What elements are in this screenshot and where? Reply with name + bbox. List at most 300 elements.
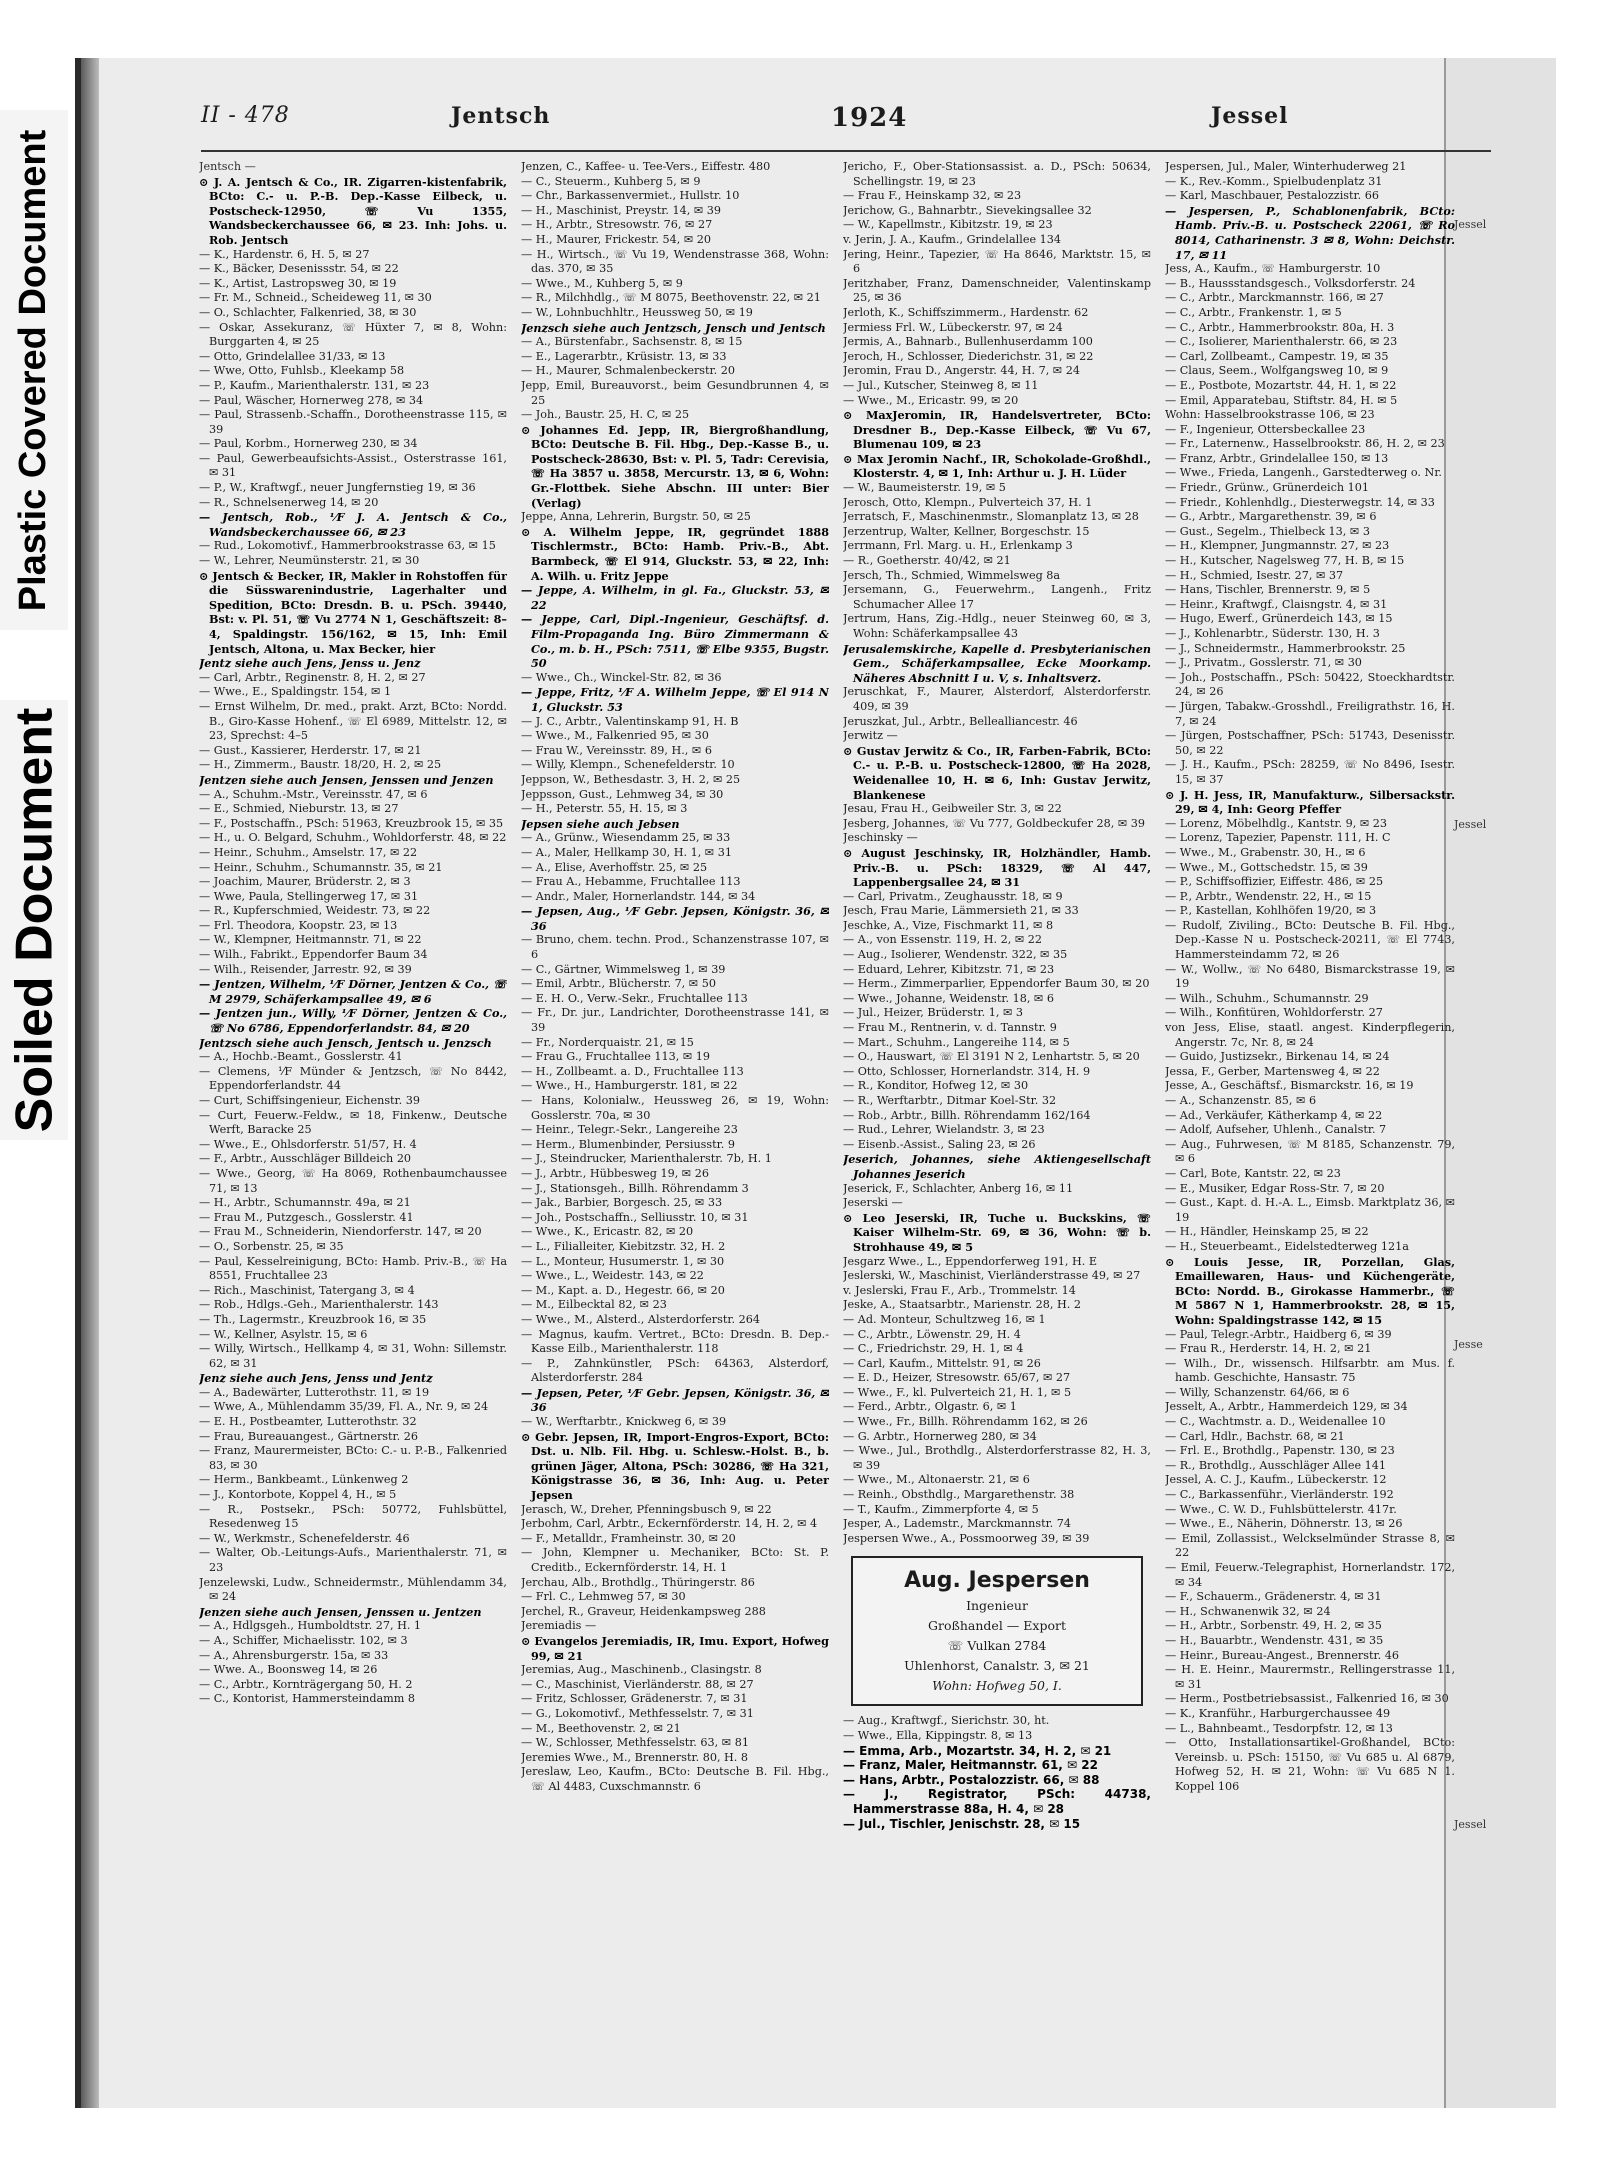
directory-entry: — Carl, Arbtr., Reginenstr. 8, H. 2, ✉ 27: [199, 670, 426, 684]
directory-entry: — Wwe, Otto, Fuhlsb., Kleekamp 58: [199, 364, 405, 378]
directory-entry: Jerichow, G., Bahnarbtr., Sievekingsallee 32: [843, 203, 1092, 217]
directory-entry: Jeserick, F., Schlachter, Anberg 16, ✉ 11: [843, 1181, 1074, 1195]
directory-entry: Jeppson, W., Bethesdastr. 3, H. 2, ✉ 25: [521, 772, 741, 786]
directory-entry: — C., Isolierer, Marienthalerstr. 66, ✉ 23: [1165, 335, 1398, 349]
directory-entry: — Aug., Fuhrwesen, ☏ M 8185, Schanzenstr. 79, ✉ 6: [1165, 1137, 1455, 1166]
directory-entry: Jesper, A., Lademstr., Marckmannstr. 74: [843, 1517, 1072, 1531]
directory-entry: — G., Lokomotivf., Methfesselstr. 7, ✉ 31: [521, 1706, 754, 1720]
directory-entry: — P., Arbtr., Wendenstr. 22, H., ✉ 15: [1165, 889, 1372, 903]
directory-entry: Jermis, A., Bahnarb., Bullenhuserdamm 100: [843, 335, 1093, 349]
directory-entry: Jesse, A., Geschäftsf., Bismarckstr. 16, ✉ 19: [1165, 1079, 1414, 1093]
directory-entry: — Rob., Hdlgs.-Geh., Marienthalerstr. 143: [199, 1298, 439, 1312]
directory-entry: — Willy, Wirtsch., Hellkamp 4, ✉ 31, Wohn: Sillemstr. 62, ✉ 31: [199, 1342, 507, 1370]
directory-entry: — A., Hdlgsgeh., Humboldtstr. 27, H. 1: [199, 1619, 422, 1633]
directory-entry: Jering, Heinr., Tapezier, ☏ Ha 8646, Marktstr. 15, ✉ 6: [843, 247, 1151, 276]
directory-entry: — R., Werftarbtr., Ditmar Koel-Str. 32: [843, 1094, 1057, 1107]
directory-entry: — Wwe., H., Hamburgerstr. 181, ✉ 22: [521, 1079, 738, 1093]
directory-entry: — C., Steuerm., Kuhberg 5, ✉ 9: [521, 174, 701, 188]
directory-entry: — Frl. C., Lehmweg 57, ✉ 30: [521, 1590, 686, 1604]
directory-entry: — Wwe., Ch., Winckel-Str. 82, ✉ 36: [521, 670, 722, 684]
directory-entry: — Wwe., Fr., Billh. Röhrendamm 162, ✉ 26: [843, 1415, 1088, 1429]
directory-entry: — O., Schlachter, Falkenried, 38, ✉ 30: [199, 305, 417, 319]
directory-entry: — Andr., Maler, Hornerlandstr. 144, ✉ 34: [521, 889, 756, 903]
directory-entry: — A., Badewärter, Lutterothstr. 11, ✉ 19: [199, 1385, 430, 1399]
directory-entry: — C., Arbtr., Kornträgergang 50, H. 2: [199, 1677, 413, 1691]
directory-entry: — Jak., Barbier, Borgesch. 25, ✉ 33: [521, 1196, 723, 1210]
directory-entry: — C., Arbtr., Hammerbrookstr. 80a, H. 3: [1165, 320, 1395, 334]
directory-entry: — A., Schanzenstr. 85, ✉ 6: [1165, 1094, 1317, 1107]
directory-entry: ⊙ Louis Jesse, IR, Porzellan, Glas, Emaillewaren, Haus- und Küchengeräte, BCto: Nordd. B., Girokasse Hammerbr., ☏ M 5867 N 1, Hammerbrookstr. 28, ✉ 15, Wohn: Spaldingstrasse 142, ✉ 15: [1165, 1254, 1455, 1327]
ad-phone: ☏ Vulkan 2784: [947, 1638, 1047, 1654]
directory-entry: — Herm., Postbetriebsassist., Falkenried 16, ✉ 30: [1165, 1692, 1449, 1706]
directory-entry: — Karl, Maschbauer, Pestalozzistr. 66: [1165, 189, 1379, 203]
directory-entry: v. Jerin, J. A., Kaufm., Grindelallee 134: [843, 232, 1061, 246]
directory-entry: — Rudolf, Ziviling., BCto: Deutsche B. Fil. Hbg., Dep.-Kasse N u. Postscheck-20211, ☏ El 7743, Hammersteindamm 72, ✉ 26: [1165, 918, 1455, 962]
directory-entry: — M., Kapt. a. D., Hegestr. 66, ✉ 20: [521, 1283, 725, 1297]
directory-entry: — P., Schiffsoffizier, Eiffestr. 486, ✉ 25: [1165, 875, 1384, 889]
directory-entry: Jeremias, Aug., Maschinenb., Clasingstr. 8: [521, 1663, 762, 1677]
directory-entry: — Ad., Verkäufer, Kätherkamp 4, ✉ 22: [1165, 1108, 1383, 1122]
directory-entry: — E. H. O., Verw.-Sekr., Fruchtallee 113: [521, 991, 748, 1005]
directory-entry: — H., Kutscher, Nagelsweg 77, H. B, ✉ 15: [1165, 554, 1405, 568]
directory-entry: — A., Hochb.-Beamt., Gosslerstr. 41: [199, 1050, 403, 1064]
directory-entry: Jentsch —: [199, 160, 256, 173]
column-3: [843, 160, 1151, 2080]
directory-entry: — Paul, Kesselreinigung, BCto: Hamb. Priv.-B., ☏ Ha 8551, Fruchtallee 23: [199, 1254, 507, 1283]
directory-entry: — Carl, Privatm., Zeughausstr. 18, ✉ 9: [843, 889, 1063, 903]
directory-entry: — K., Rev.-Komm., Spielbudenplatz 31: [1165, 174, 1383, 188]
directory-entry: — Wwe, A., Mühlendamm 35/39, Fl. A., Nr. 9, ✉ 24: [199, 1400, 489, 1414]
directory-entry: — Fr. M., Schneid., Scheideweg 11, ✉ 30: [199, 291, 432, 305]
directory-entry: — H., u. O. Belgard, Schuhm., Wohldorferstr. 48, ✉ 22: [199, 831, 507, 845]
directory-entry: — Jentsch, Rob., ⅟F J. A. Jentsch & Co., Wandsbeckerchaussee 66, ✉ 23: [199, 510, 507, 539]
directory-entry: — Frl. Theodora, Koopstr. 23, ✉ 13: [199, 918, 398, 932]
directory-entry: — Rich., Maschinist, Tatergang 3, ✉ 4: [199, 1283, 415, 1297]
directory-entry: — Heinr., Schuhm., Schumannstr. 35, ✉ 21: [199, 860, 443, 874]
directory-entry: Jeremiadis —: [521, 1619, 597, 1633]
directory-entry: Jeppe, Anna, Lehrerin, Burgstr. 50, ✉ 25: [521, 510, 751, 524]
directory-entry: — Frau, Bureauangest., Gärtnerstr. 26: [199, 1429, 419, 1443]
directory-entry: Jesau, Frau H., Geibweiler Str. 3, ✉ 22: [843, 802, 1062, 816]
directory-entry: — Jepsen, Peter, ⅟F Gebr. Jepsen, Königstr. 36, ✉ 36: [521, 1385, 829, 1415]
directory-entry: — Wwe., M., Gottschedstr. 15, ✉ 39: [1165, 860, 1368, 874]
directory-entry: — Frau M., Schneiderin, Niendorferstr. 147, ✉ 20: [199, 1225, 482, 1239]
directory-entry: — Joachim, Maurer, Brüderstr. 2, ✉ 3: [199, 875, 411, 889]
directory-entry: — Aug., Kraftwgf., Sierichstr. 30, ht.: [843, 1714, 1050, 1728]
directory-entry: — Frau M., Rentnerin, v. d. Tannstr. 9: [843, 1021, 1057, 1035]
directory-entry: — Wwe., E., Spaldingstr. 154, ✉ 1: [199, 685, 392, 699]
directory-entry: — W., Werkmstr., Schenefelderstr. 46: [199, 1531, 410, 1545]
directory-entry: Jeppsson, Gust., Lehmweg 34, ✉ 30: [521, 787, 724, 801]
directory-entry: — P., W., Kraftwgf., neuer Jungfernstieg 19, ✉ 36: [199, 481, 476, 495]
directory-entry: ⊙ J. A. Jentsch & Co., IR. Zigarren-kistenfabrik, BCto: C.- u. P.-B. Dep.-Kasse Eilbeck, u. Postscheck-12950, ☏ Vu 1355, Wandsbeckerchaussee 66, ✉ 23. Inh: Johs. u. Rob. Jentsch: [199, 174, 507, 247]
directory-entry: — R., Brothdlg., Ausschläger Allee 141: [1165, 1458, 1386, 1472]
directory-entry: — K., Kranführ., Harburgerchaussee 49: [1165, 1706, 1391, 1720]
directory-entry: — E., Lagerarbtr., Krüsistr. 13, ✉ 33: [521, 349, 727, 363]
directory-entry: — Wwe. A., Boonsweg 14, ✉ 26: [199, 1663, 378, 1677]
directory-entry: — Carl, Kaufm., Mittelstr. 91, ✉ 26: [843, 1356, 1041, 1370]
directory-entry: — F., Ingenieur, Ottersbeckallee 23: [1165, 422, 1366, 436]
directory-entry: — R., Konditor, Hofweg 12, ✉ 30: [843, 1079, 1029, 1093]
directory-entry: — Wwe., M., Grabenstr. 30, H., ✉ 6: [1165, 845, 1366, 859]
directory-entry: — H., Arbtr., Stresowstr. 76, ✉ 27: [521, 218, 713, 232]
edge-fragment: Jessel: [1454, 218, 1487, 231]
directory-entry: — A., Schiffer, Michaelisstr. 102, ✉ 3: [199, 1633, 408, 1647]
directory-entry: Jenzen, C., Kaffee- u. Tee-Vers., Eiffestr. 480: [521, 160, 771, 173]
directory-entry: — J., Kohlenarbtr., Süderstr. 130, H. 3: [1165, 627, 1380, 640]
directory-entry: Jeremies Wwe., M., Brennerstr. 80, H. 8: [521, 1750, 749, 1764]
directory-entry: — Wilh., Reisender, Jarrestr. 92, ✉ 39: [199, 962, 412, 976]
directory-entry: — C., Barkassenführ., Vierländerstr. 192: [1165, 1488, 1394, 1502]
directory-entry: — Jeppe, Fritz, ⅟F A. Wilhelm Jeppe, ☏ El 914 N 1, Gluckstr. 53: [521, 685, 829, 714]
directory-entry: — Adolf, Aufseher, Uhlenh., Canalstr. 7: [1165, 1123, 1387, 1137]
directory-entry: — O., Sorbenstr. 25, ✉ 35: [199, 1239, 344, 1253]
directory-entry: — Lorenz, Tapezier, Papenstr. 111, H. C: [1165, 831, 1391, 845]
directory-entry: — A., Elise, Averhoffstr. 25, ✉ 25: [521, 860, 708, 874]
directory-entry: — Curt, Feuerw.-Feldw., ✉ 18, Finkenw., Deutsche Werft, Baracke 25: [199, 1108, 507, 1137]
directory-entry: Jerloth, K., Schiffszimmerm., Hardenstr. 62: [843, 305, 1089, 319]
directory-entry: — Jürgen, Tabakw.-Grosshdl., Freiligrathstr. 16, H. 7, ✉ 24: [1165, 699, 1455, 728]
directory-entry: — Wwe., K., Ericastr. 82, ✉ 20: [521, 1225, 694, 1239]
directory-entry: — Emil, Apparatebau, Stiftstr. 84, H. ✉ 5: [1165, 393, 1398, 407]
directory-entry: — C., Wachtmstr. a. D., Weidenallee 10: [1165, 1415, 1386, 1429]
directory-entry: — Ferd., Arbtr., Olgastr. 6, ✉ 1: [843, 1400, 1017, 1414]
directory-entry: — Fr., Norderquaistr. 21, ✉ 15: [521, 1035, 694, 1049]
edge-fragment: Jessel: [1454, 1818, 1487, 1831]
directory-entry: Jermiess Frl. W., Lübeckerstr. 97, ✉ 24: [843, 320, 1063, 334]
directory-entry: — Herm., Bankbeamt., Lünkenweg 2: [199, 1473, 409, 1487]
directory-entry: — Gust., Kassierer, Herderstr. 17, ✉ 21: [199, 743, 422, 757]
directory-entry: Jeritzhaber, Franz, Damenschneider, Valentinskamp 25, ✉ 36: [843, 276, 1151, 305]
directory-entry: — W., Schlosser, Methfesselstr. 63, ✉ 81: [521, 1736, 749, 1750]
directory-entry: Jesselt, A., Arbtr., Hammerdeich 129, ✉ 34: [1165, 1400, 1408, 1414]
directory-entry: Jerchau, Alb., Brothdlg., Thüringerstr. 86: [521, 1575, 755, 1589]
directory-entry: — Wwe., Georg, ☏ Ha 8069, Rothenbaumchaussee 71, ✉ 13: [199, 1166, 507, 1195]
header-year: 1924: [831, 103, 908, 133]
directory-entry: — W., Klempner, Heitmannstr. 71, ✉ 22: [199, 933, 422, 947]
directory-entry: — F., Schauerm., Grädenerstr. 4, ✉ 31: [1165, 1590, 1382, 1604]
directory-entry: — Hans, Kolonialw., Heussweg 26, ✉ 19, Wohn: Gosslerstr. 70a, ✉ 30: [521, 1094, 829, 1122]
advertisement-box: [851, 1556, 1143, 1706]
directory-entry: Jerwitz —: [843, 729, 898, 743]
directory-entry: — W., Baumeisterstr. 19, ✉ 5: [843, 481, 1006, 495]
directory-entry: — Ernst Wilhelm, Dr. med., prakt. Arzt, BCto: Nordd. B., Giro-Kasse Hohenf., ☏ El 6989, Mittelstr. 12, ✉ 23, Sprechst: 4–5: [199, 699, 507, 743]
directory-entry: — Mart., Schuhm., Langereihe 114, ✉ 5: [843, 1035, 1070, 1049]
directory-entry: — H., Wirtsch., ☏ Vu 19, Wendenstrasse 368, Wohn: das. 370, ✉ 35: [521, 247, 829, 276]
edge-fragment: Jessel: [1454, 818, 1487, 831]
scanned-page: [75, 58, 1556, 2108]
directory-entry: Jertrum, Hans, Zig.-Hdlg., neuer Steinweg 60, ✉ 3, Wohn: Schäferkampsallee 43: [843, 612, 1151, 640]
directory-entry: — Walter, Ob.-Leitungs-Aufs., Marienthalerstr. 71, ✉ 23: [199, 1546, 507, 1574]
directory-entry: Jepp, Emil, Bureauvorst., beim Gesundbrunnen 4, ✉ 25: [521, 378, 829, 407]
header-rule: [201, 150, 1491, 152]
directory-entry: Jentzen siehe auch Jensen, Jenssen und Jenzen: [199, 772, 494, 787]
directory-entry: Jerrmann, Frl. Marg. u. H., Erlenkamp 3: [843, 539, 1073, 553]
directory-entry: — Paul, Gewerbeaufsichts-Assist., Osterstrasse 161, ✉ 31: [199, 451, 507, 480]
column-3-entries-after-ad: [843, 1714, 1151, 1831]
directory-entry: — K., Hardenstr. 6, H. 5, ✉ 27: [199, 247, 370, 261]
directory-entry: — Franz, Arbtr., Grindelallee 150, ✉ 13: [1165, 451, 1389, 465]
directory-entry: — Emma, Arb., Mozartstr. 34, H. 2, ✉ 21: [843, 1743, 1112, 1758]
directory-entry: — E., Postbote, Mozartstr. 44, H. 1, ✉ 22: [1165, 378, 1397, 392]
directory-entry: — H., Maschinist, Preystr. 14, ✉ 39: [521, 203, 722, 217]
directory-entry: — H., Steuerbeamt., Eidelstedterweg 121a: [1165, 1239, 1409, 1253]
directory-entry: ⊙ Jentsch & Becker, IR, Makler in Rohstoffen für die Süsswarenindustrie, Lagerhalter und Spedition, BCto: Dresdn. B. u. PSch. 39440, Bst: v. Pl. 51, ☏ Vu 2774 N 1, Geschäftszeit: 8–4, Spaldingstr. 156/162, ✉ 15, Inh: Emil Jentsch, Altona, u. Max Becker, hier: [199, 568, 507, 656]
directory-entry: ⊙ Gustav Jerwitz & Co., IR, Farben-Fabrik, BCto: C.- u. P.-B. u. Postscheck-12800, ☏ Ha 2028, Weidenallee 10, H. ✉ 6, Inh: Gustav Jerwitz, Blankenese: [843, 743, 1151, 802]
directory-entry: — Carl, Bote, Kantstr. 22, ✉ 23: [1165, 1166, 1341, 1180]
column-2: [521, 160, 829, 2080]
directory-entry: — Jentzen, Wilhelm, ⅟F Dörner, Jentzen & Co., ☏ M 2979, Schäferkampsallee 49, ✉ 6: [199, 977, 507, 1006]
directory-entry: — F., Metalldr., Framheinstr. 30, ✉ 20: [521, 1531, 736, 1545]
directory-entry: Jeruschkat, F., Maurer, Alsterdorf, Alsterdorferstr. 409, ✉ 39: [843, 685, 1151, 713]
ad-company-name: Aug. Jespersen: [904, 1568, 1090, 1594]
directory-entry: — Reinh., Obsthdlg., Margarethenstr. 38: [843, 1488, 1075, 1502]
directory-entry: — Wwe., L., Weidestr. 143, ✉ 22: [521, 1269, 704, 1283]
directory-entry: — Wwe., M., Ericastr. 99, ✉ 20: [843, 393, 1019, 407]
directory-entry: — Wwe., Ella, Kippingstr. 8, ✉ 13: [843, 1729, 1033, 1742]
directory-entry: — Heinr., Schuhm., Amselstr. 17, ✉ 22: [199, 845, 418, 859]
directory-entry: — C., Arbtr., Frankenstr. 1, ✉ 5: [1165, 305, 1342, 319]
directory-entry: — Ad. Monteur, Schultzweg 16, ✉ 1: [843, 1312, 1046, 1326]
directory-entry: ⊙ Max Jeromin Nachf., IR, Schokolade-Großhdl., Klosterstr. 4, ✉ 1, Inh: Arthur u. J. H. Lüder: [843, 451, 1151, 481]
directory-entry: — A., Maler, Hellkamp 30, H. 1, ✉ 31: [521, 845, 732, 859]
directory-entry: Jeserich, Johannes, siehe Aktiengesellschaft Johannes Jeserich: [843, 1152, 1151, 1181]
directory-entry: — H., Arbtr., Schumannstr. 49a, ✉ 21: [199, 1196, 411, 1210]
directory-entry: — E. H., Postbeamter, Lutterothstr. 32: [199, 1415, 417, 1429]
plastic-covered-text: Plastic Covered Document: [12, 129, 55, 611]
directory-entry: Jerusalemskirche, Kapelle d. Presbyterianischen Gem., Schäferkampsallee, Ecke Moorkamp. Näheres Abschnitt I u. V, s. Inhaltsverz.: [843, 641, 1151, 685]
header-last-name: Jessel: [1211, 103, 1289, 129]
directory-entry: — Fr., Laternenw., Hasselbrookstr. 86, H. 2, ✉ 23: [1165, 437, 1445, 451]
directory-entry: — C., Kontorist, Hammersteindamm 8: [199, 1692, 416, 1706]
directory-entry: — H., Zollbeamt. a. D., Fruchtallee 113: [521, 1064, 744, 1078]
directory-entry: — Otto, Installationsartikel-Großhandel, BCto: Vereinsb. u. PSch: 15150, ☏ Vu 685 u. Al 6879, Hofweg 52, H. ✉ 21, Wohn: ☏ Vu 685 N 1. Koppel 106: [1165, 1736, 1455, 1793]
directory-entry: — R., Goetherstr. 40/42, ✉ 21: [843, 554, 1011, 568]
directory-entry: — Frl. E., Brothdlg., Papenstr. 130, ✉ 23: [1165, 1444, 1395, 1458]
directory-entry: — Franz, Maler, Heitmannstr. 61, ✉ 22: [843, 1758, 1098, 1773]
directory-entry: Jespersen, Jul., Maler, Winterhuderweg 21: [1165, 160, 1407, 173]
directory-entry: Jeruszkat, Jul., Arbtr., Bellealliancestr. 46: [843, 714, 1078, 728]
directory-entry: — E. D., Heizer, Stresowstr. 65/67, ✉ 27: [843, 1371, 1071, 1385]
directory-entry: — Paul, Wäscher, Hornerweg 278, ✉ 34: [199, 393, 424, 407]
directory-entry: Jesgarz Wwe., L., Eppendorferweg 191, H. E: [843, 1254, 1098, 1268]
directory-entry: — Frau A., Hebamme, Fruchtallee 113: [521, 875, 741, 889]
directory-entry: — W., Lehrer, Neumünsterstr. 21, ✉ 30: [199, 554, 420, 568]
directory-entry: — J. C., Arbtr., Valentinskamp 91, H. B: [521, 714, 739, 728]
directory-entry: — Chr., Barkassenvermiet., Hullstr. 10: [521, 189, 740, 203]
directory-entry: — Wwe., M., Kuhberg 5, ✉ 9: [521, 276, 683, 290]
directory-entry: — Friedr., Kohlenhdlg., Diesterwegstr. 14, ✉ 33: [1165, 495, 1435, 509]
page-header: [201, 103, 1491, 143]
directory-entry: ⊙ August Jeschinsky, IR, Holzhändler, Hamb. Priv.-B. u. PSch: 18329, ☏ Al 447, Lappenbergsallee 24, ✉ 31: [843, 845, 1151, 890]
directory-entry: Jerchel, R., Graveur, Heidenkampsweg 288: [521, 1604, 766, 1618]
directory-entry: — Carl, Hdlr., Bachstr. 68, ✉ 21: [1165, 1429, 1345, 1443]
directory-entry: — Jeppe, A. Wilhelm, in gl. Fa., Gluckstr. 53, ✉ 22: [521, 583, 829, 612]
next-page-edge: [1444, 58, 1556, 2108]
directory-entry: — Otto, Schlosser, Hornerlandstr. 314, H. 9: [843, 1064, 1091, 1078]
directory-entry: — Wwe., M., Falkenried 95, ✉ 30: [521, 729, 709, 743]
column-1: [199, 160, 507, 2080]
directory-entry: — K., Artist, Lastropsweg 30, ✉ 19: [199, 276, 397, 290]
ad-profession: Ingenieur: [966, 1598, 1028, 1614]
directory-entry: — C., Friedrichstr. 29, H. 1, ✉ 4: [843, 1342, 1024, 1356]
directory-entry: — E., Musiker, Edgar Ross-Str. 7, ✉ 20: [1165, 1181, 1385, 1195]
directory-entry: — J. H., Kaufm., PSch: 28259, ☏ No 8496, Isestr. 15, ✉ 37: [1165, 758, 1455, 786]
directory-entry: ⊙ Leo Jeserski, IR, Tuche u. Buckskins, ☏ Kaiser Wilhelm-Str. 69, ✉ 36, Wohn: ☏ b. Strohhause 49, ✉ 5: [843, 1210, 1151, 1254]
directory-entry: — Emil, Arbtr., Blücherstr. 7, ✉ 50: [521, 977, 716, 991]
directory-entry: Jesberg, Johannes, ☏ Vu 777, Goldbeckufer 28, ✉ 39: [843, 816, 1145, 830]
directory-entry: Jerzentrup, Walter, Kellner, Borgeschstr. 15: [843, 524, 1090, 538]
directory-entry: Wohn: Hasselbrookstrasse 106, ✉ 23: [1165, 408, 1375, 422]
directory-entry: — Bruno, chem. techn. Prod., Schanzenstrasse 107, ✉ 6: [521, 933, 829, 962]
directory-entry: — Wilh., Schuhm., Schumannstr. 29: [1165, 991, 1369, 1005]
directory-entry: v. Jeslerski, Frau F., Arb., Trommelstr. 14: [843, 1283, 1076, 1297]
directory-entry: — H., Schwanenwik 32, ✉ 24: [1165, 1604, 1331, 1618]
directory-entry: — Wwe., Johanne, Weidenstr. 18, ✉ 6: [843, 991, 1054, 1005]
directory-entry: Jess, A., Kaufm., ☏ Hamburgerstr. 10: [1165, 262, 1381, 276]
directory-entry: — Wwe., Jul., Brothdlg., Alsterdorferstrasse 82, H. 3, ✉ 39: [843, 1444, 1151, 1472]
directory-entry: — Oskar, Assekuranz, ☏ Hüxter 7, ✉ 8, Wohn: Burggarten 4, ✉ 25: [199, 320, 507, 349]
directory-entry: — Joh., Postschaffn., PSch: 50422, Stoeckhardtstr. 24, ✉ 26: [1165, 670, 1455, 699]
directory-entry: — Heinr., Bureau-Angest., Brennerstr. 46: [1165, 1648, 1399, 1662]
directory-entry: — J., Kontorbote, Koppel 4, H., ✉ 5: [199, 1488, 397, 1502]
directory-entry: — Aug., Isolierer, Wendenstr. 322, ✉ 35: [843, 948, 1068, 962]
directory-entry: — Claus, Seem., Wolfgangsweg 10, ✉ 9: [1165, 364, 1389, 378]
directory-entry: — H., Schmied, Isestr. 27, ✉ 37: [1165, 568, 1344, 582]
directory-entry: — W., Kapellmstr., Kibitzstr. 19, ✉ 23: [843, 218, 1053, 232]
directory-entry: — J., Registrator, PSch: 44738, Hammerstrasse 88a, H. 4, ✉ 28: [843, 1787, 1151, 1816]
directory-entry: Jeroch, H., Schlosser, Diederichstr. 31, ✉ 22: [843, 349, 1094, 363]
directory-entry: — T., Kaufm., Zimmerpforte 4, ✉ 5: [843, 1502, 1039, 1516]
directory-entry: — Franz, Maurermeister, BCto: C.- u. P.-B., Falkenried 83, ✉ 30: [199, 1444, 507, 1472]
directory-entry: — G. Arbtr., Hornerweg 280, ✉ 34: [843, 1429, 1037, 1443]
directory-entry: — P., Kastellan, Kohlhöfen 19/20, ✉ 3: [1165, 904, 1377, 918]
directory-entry: — Frau F., Heinskamp 32, ✉ 23: [843, 189, 1022, 203]
directory-entry: — Hugo, Ewerf., Grünerdeich 143, ✉ 15: [1165, 612, 1393, 626]
directory-entry: — Jürgen, Postschaffner, PSch: 51743, Desenisstr. 50, ✉ 22: [1165, 729, 1455, 757]
directory-entry: — Frau R., Herderstr. 14, H. 2, ✉ 21: [1165, 1342, 1372, 1356]
directory-entry: Jericho, F., Ober-Stationsassist. a. D., PSch: 50634, Schellingstr. 19, ✉ 23: [843, 160, 1151, 188]
directory-entry: Jessa, F., Gerber, Martensweg 4, ✉ 22: [1165, 1064, 1380, 1078]
directory-entry: — M., Beethovenstr. 2, ✉ 21: [521, 1721, 681, 1735]
directory-entry: — Jespersen, P., Schablonenfabrik, BCto: Hamb. Priv.-B. u. Postscheck 22061, ☏ Ro 8014, Catharinenstr. 3 ✉ 8, Wohn: Deichstr. 17, ✉ 11: [1165, 203, 1455, 262]
directory-entry: — Hans, Tischler, Brennerstr. 9, ✉ 5: [1165, 583, 1371, 597]
directory-entry: — Magnus, kaufm. Vertret., BCto: Dresdn. B. Dep.-Kasse Eilb., Marienthalerstr. 118: [521, 1327, 829, 1356]
directory-entry: — Wwe., F., kl. Pulverteich 21, H. 1, ✉ 5: [843, 1385, 1072, 1399]
directory-entry: — W., Werftarbtr., Knickweg 6, ✉ 39: [521, 1415, 727, 1429]
directory-entry: — Rud., Lehrer, Wielandstr. 3, ✉ 23: [843, 1123, 1045, 1137]
directory-entry: — W., Lohnbuchhltr., Heussweg 50, ✉ 19: [521, 305, 753, 319]
directory-entry: — Jul., Kutscher, Steinweg 8, ✉ 11: [843, 378, 1039, 392]
directory-entry: — G., Arbtr., Margarethenstr. 39, ✉ 6: [1165, 510, 1377, 524]
header-first-name: Jentsch: [451, 103, 551, 129]
directory-entry: — Rud., Lokomotivf., Hammerbrookstrasse 63, ✉ 15: [199, 539, 496, 553]
directory-entry: — A., Bürstenfabr., Sachsenstr. 8, ✉ 15: [521, 335, 743, 349]
directory-entry: — J., Schneidermstr., Hammerbrookstr. 25: [1165, 641, 1406, 655]
directory-entry: — R., Kupferschmied, Weidestr. 73, ✉ 22: [199, 904, 431, 918]
directory-entry: Jereslaw, Leo, Kaufm., BCto: Deutsche B. Fil. Hbg., ☏ Al 4483, Cuxschmannstr. 6: [521, 1765, 829, 1793]
directory-entry: — Wilh., Dr., wissensch. Hilfsarbtr. am Mus. f. hamb. Geschichte, Hansastr. 75: [1165, 1356, 1455, 1385]
directory-entry: — Carl, Zollbeamt., Campestr. 19, ✉ 35: [1165, 349, 1389, 363]
directory-entry: — John, Klempner u. Mechaniker, BCto: St. P. Creditb., Eckernförderstr. 14, H. 1: [521, 1546, 829, 1574]
directory-entry: Jersemann, G., Feuerwehrm., Langenh., Fritz Schumacher Allee 17: [843, 583, 1151, 611]
directory-entry: von Jess, Elise, staatl. angest. Kinderpflegerin, Angerstr. 7c, Nr. 8, ✉ 24: [1165, 1021, 1455, 1049]
directory-entry: — Lorenz, Möbelhdlg., Kantstr. 9, ✉ 23: [1165, 816, 1388, 830]
directory-entry: — R., Schnelsenerweg 14, ✉ 20: [199, 495, 379, 509]
directory-entry: — A., von Essenstr. 119, H. 2, ✉ 22: [843, 933, 1042, 947]
directory-entry: Jeschke, A., Vize, Fischmarkt 11, ✉ 8: [843, 918, 1054, 932]
directory-entry: — Jeppe, Carl, Dipl.-Ingenieur, Geschäftsf. d. Film-Propaganda Ing. Büro Zimmermann & Co., m. b. H., PSch: 7511, ☏ Elbe 9355, Bugstr. 50: [521, 612, 829, 671]
directory-entry: — Fritz, Schlosser, Grädenerstr. 7, ✉ 31: [521, 1692, 748, 1706]
directory-entry: — E., Schmied, Nieburstr. 13, ✉ 27: [199, 802, 399, 816]
directory-entry: — J., Steindrucker, Marienthalerstr. 7b, H. 1: [521, 1152, 772, 1166]
directory-entry: ⊙ Gebr. Jepsen, IR, Import-Engros-Export, BCto: Dst. u. Nlb. Fil. Hbg. u. Schlesw.-Holst. B., b. grünen Jäger, Altona, PSch: 30286, ☏ Ha 321, Königstrasse 36, ✉ 36, Inh: Aug. u. Peter Jepsen: [521, 1429, 829, 1503]
directory-entry: ⊙ Evangelos Jeremiadis, IR, Imu. Export, Hofweg 99, ✉ 21: [521, 1633, 829, 1663]
directory-entry: — H. E. Heinr., Maurermstr., Rellingerstrasse 11, ✉ 31: [1165, 1663, 1455, 1691]
directory-entry: Jeschinsky —: [843, 831, 918, 845]
directory-entry: — R., Milchhdlg., ☏ M 8075, Beethovenstr. 22, ✉ 21: [521, 291, 821, 305]
directory-entry: — Emil, Feuerw.-Telegraphist, Hornerlandstr. 172, ✉ 34: [1165, 1561, 1455, 1589]
directory-entry: — H., Zimmerm., Baustr. 18/20, H. 2, ✉ 25: [199, 758, 442, 772]
directory-entry: — Wwe., Frieda, Langenh., Garstedterweg o. Nr.: [1165, 466, 1442, 480]
directory-entry: — Curt, Schiffsingenieur, Eichenstr. 39: [199, 1094, 421, 1107]
soiled-document-label: [0, 700, 68, 1140]
directory-entry: Jentzsch siehe auch Jensch, Jentsch u. Jenzsch: [199, 1035, 492, 1050]
directory-entry: — J., Privatm., Gosslerstr. 71, ✉ 30: [1165, 656, 1362, 670]
directory-entry: — H., Maurer, Frickestr. 54, ✉ 20: [521, 232, 712, 246]
directory-entry: — Eisenb.-Assist., Saling 23, ✉ 26: [843, 1137, 1036, 1151]
directory-entry: Jesch, Frau Marie, Lämmersieth 21, ✉ 33: [843, 904, 1079, 918]
directory-entry: — H., Händler, Heinskamp 25, ✉ 22: [1165, 1225, 1369, 1239]
directory-entry: — C., Maschinist, Vierländerstr. 88, ✉ 27: [521, 1677, 754, 1691]
directory-entry: — Clemens, ⅟F Münder & Jentzsch, ☏ No 8442, Eppendorferlandstr. 44: [199, 1064, 507, 1093]
edge-fragment: Jesse: [1454, 1338, 1483, 1351]
directory-entry: — Joh., Postschaffn., Selliusstr. 10, ✉ 31: [521, 1210, 749, 1224]
directory-entry: — K., Bäcker, Desenissstr. 54, ✉ 22: [199, 262, 399, 276]
directory-entry: Jeserski —: [843, 1196, 903, 1210]
directory-entry: — C., Arbtr., Löwenstr. 29, H. 4: [843, 1327, 1021, 1341]
directory-entry: — Wwe., E., Ohlsdorferstr. 51/57, H. 4: [199, 1137, 417, 1151]
directory-entry: — Wwe., M., Alsterd., Alsterdorferstr. 264: [521, 1312, 760, 1326]
directory-entry: ⊙ MaxJeromin, IR, Handelsvertreter, BCto: Dresdner B., Dep.-Kasse Eilbeck, ☏ Vu 67, Blumenau 109, ✉ 23: [843, 408, 1151, 452]
directory-entry: Jespersen Wwe., A., Possmoorweg 39, ✉ 39: [843, 1531, 1090, 1545]
directory-entry: — Jul., Tischler, Jenischstr. 28, ✉ 15: [843, 1816, 1081, 1831]
directory-entry: — Frau M., Putzgesch., Gosslerstr. 41: [199, 1210, 414, 1224]
directory-entry: — B., Haussstandsgesch., Volksdorferstr. 24: [1165, 276, 1416, 290]
directory-entry: — H., Maurer, Schmalenbeckerstr. 20: [521, 364, 736, 378]
directory-entry: — A., Ahrensburgerstr. 15a, ✉ 33: [199, 1648, 389, 1662]
directory-entry: — P., Zahnkünstler, PSch: 64363, Alsterdorf, Alsterdorferstr. 284: [521, 1356, 829, 1385]
directory-entry: — M., Eilbecktal 82, ✉ 23: [521, 1298, 667, 1312]
directory-entry: — Herm., Zimmerparlier, Eppendorfer Baum 30, ✉ 20: [843, 977, 1150, 991]
soiled-document-text: Soiled Document: [5, 707, 63, 1133]
directory-entry: — Th., Lagermstr., Kreuzbrook 16, ✉ 35: [199, 1312, 427, 1326]
directory-entry: Jerasch, W., Dreher, Pfenningsbusch 9, ✉ 22: [521, 1502, 772, 1516]
directory-entry: — Frau W., Vereinsstr. 89, H., ✉ 6: [521, 743, 712, 757]
directory-entry: — L., Filialleiter, Kiebitzstr. 32, H. 2: [521, 1239, 726, 1253]
directory-entry: Jessel, A. C. J., Kaufm., Lübeckerstr. 12: [1165, 1473, 1387, 1487]
column-4: [1165, 160, 1455, 2080]
directory-entry: Jeske, A., Staatsarbtr., Marienstr. 28, H. 2: [843, 1298, 1081, 1312]
directory-entry: Jerbohm, Carl, Arbtr., Eckernförderstr. 14, H. 2, ✉ 4: [521, 1517, 818, 1531]
directory-entry: — Fr., Dr. jur., Landrichter, Dorotheenstrasse 141, ✉ 39: [521, 1006, 829, 1035]
directory-entry: — C., Gärtner, Wimmelsweg 1, ✉ 39: [521, 962, 726, 976]
directory-entry: — Herm., Blumenbinder, Persiusstr. 9: [521, 1137, 735, 1151]
directory-entry: — Emil, Zollassist., Welckselmünder Strasse 8, ✉ 22: [1165, 1531, 1455, 1560]
directory-entry: Jenz siehe auch Jens, Jenss und Jentz: [199, 1371, 433, 1386]
directory-entry: — Frau G., Fruchtallee 113, ✉ 19: [521, 1050, 711, 1064]
directory-entry: Jenzen siehe auch Jensen, Jenssen u. Jentzen: [199, 1604, 482, 1619]
